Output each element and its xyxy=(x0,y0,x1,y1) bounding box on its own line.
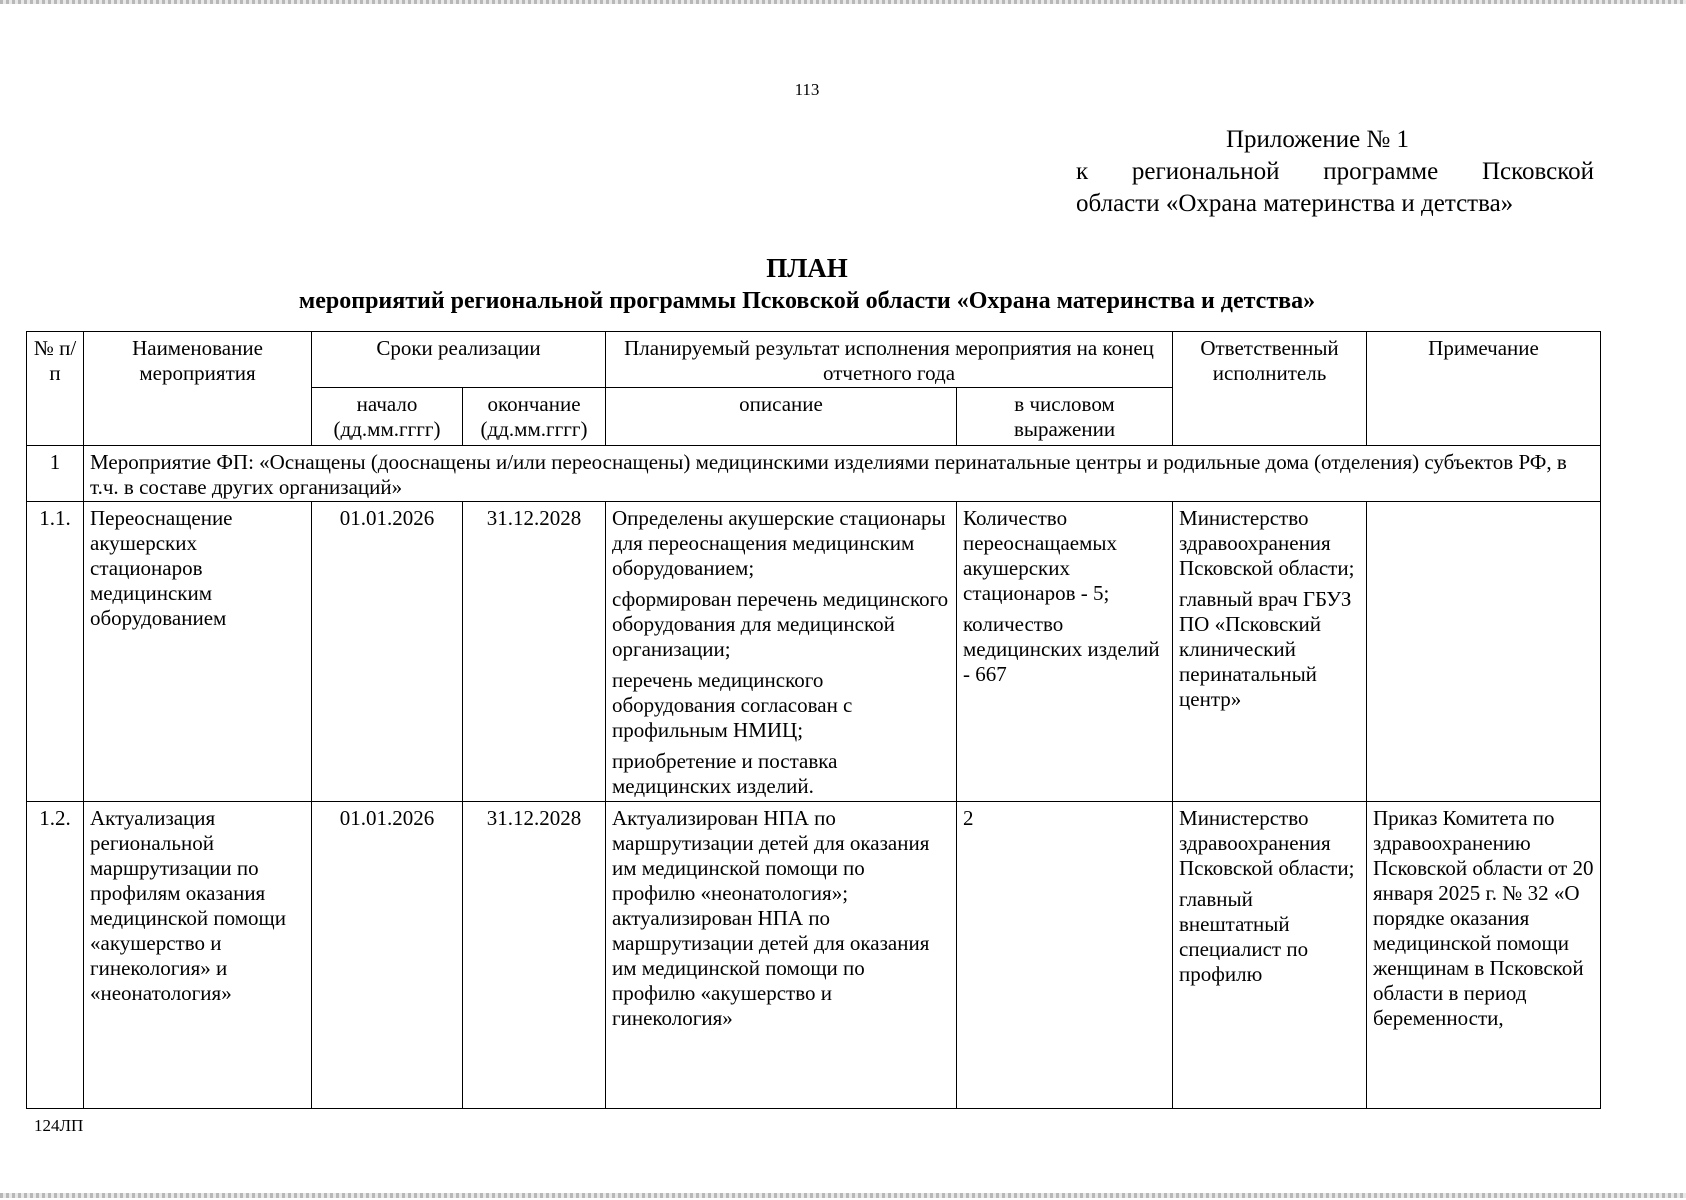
row-description xyxy=(606,502,957,802)
header-end: окончание (дд.мм.гггг) xyxy=(463,388,606,446)
row-start: 01.01.2026 xyxy=(312,502,463,802)
row-name: Актуализация региональной маршрутизации по профилям оказания медицинской помощи «акушерство и гинекология» и «неонатология» xyxy=(84,802,312,1109)
row-num: 1.2. xyxy=(27,802,84,1109)
page-number: 113 xyxy=(794,80,820,99)
row-numeric xyxy=(957,802,1173,1109)
header-responsible: Ответственный исполнитель xyxy=(1173,332,1367,446)
header-note: Примечание xyxy=(1367,332,1601,446)
plan-title: ПЛАН xyxy=(766,253,848,283)
responsible-item: главный внештатный специалист по профилю xyxy=(1179,887,1309,986)
table-row xyxy=(27,502,1601,802)
header-numeric: в числовом выражении xyxy=(957,388,1173,446)
row-num: 1.1. xyxy=(27,502,84,802)
description-item: актуализирован НПА по маршрутизации детей для оказания им медицинской помощи по профилю «акушерство и гинекология» xyxy=(612,906,930,1030)
header-result: Планируемый результат исполнения мероприятия на конец отчетного года xyxy=(606,332,1173,388)
table-row-section xyxy=(27,446,1601,502)
row-description xyxy=(606,802,957,1109)
row-responsible xyxy=(1173,502,1367,802)
header-description: описание xyxy=(606,388,957,446)
scan-edge-bottom xyxy=(0,1193,1686,1198)
responsible-item: Министерство здравоохранения Псковской области; xyxy=(1179,506,1355,580)
description-item: Определены акушерские стационары для переоснащения медицинским оборудованием; xyxy=(612,506,946,580)
row-note: Приказ Комитета по здравоохранению Псковской области от 20 января 2025 г. № 32 «О порядке оказания медицинской помощи женщинам в Псковской области в период беременности, xyxy=(1367,802,1601,1109)
numeric-item: количество медицинских изделий - 667 xyxy=(963,612,1160,686)
description-item: приобретение и поставка медицинских изделий. xyxy=(612,749,838,798)
header-name: Наименование мероприятия xyxy=(84,332,312,446)
header-terms: Сроки реализации xyxy=(312,332,606,388)
appendix-line-2: области «Охрана материнства и детства» xyxy=(1076,190,1514,217)
section-num: 1 xyxy=(27,446,84,502)
description-item: Актуализирован НПА по маршрутизации детей для оказания им медицинской помощи по профилю «неонатология»; xyxy=(612,806,930,905)
plan-subtitle: мероприятий региональной программы Псковской области «Охрана материнства и детства» xyxy=(298,288,1316,314)
row-note xyxy=(1367,502,1601,802)
footer-code: 124ЛП xyxy=(34,1116,84,1135)
numeric-item: 2 xyxy=(963,806,974,830)
description-item: перечень медицинского оборудования согласован с профильным НМИЦ; xyxy=(612,668,853,742)
appendix-block xyxy=(1076,124,1594,220)
row-end: 31.12.2028 xyxy=(463,502,606,802)
table-row xyxy=(27,802,1601,1109)
section-text: Мероприятие ФП: «Оснащены (дооснащены и/или переоснащены) медицинскими изделиями перинатальные центры и родильные дома (отделения) субъектов РФ, в т.ч. в составе других организаций» xyxy=(84,446,1601,502)
row-responsible xyxy=(1173,802,1367,1109)
plan-table xyxy=(26,331,1601,1109)
header-start: начало (дд.мм.гггг) xyxy=(312,388,463,446)
numeric-item: Количество переоснащаемых акушерских стационаров - 5; xyxy=(963,506,1117,605)
appendix-title: Приложение № 1 xyxy=(1226,126,1410,153)
header-num: № п/п xyxy=(27,332,84,446)
responsible-item: главный врач ГБУЗ ПО «Псковский клинический перинатальный центр» xyxy=(1179,587,1352,711)
responsible-item: Министерство здравоохранения Псковской области; xyxy=(1179,806,1355,880)
row-start: 01.01.2026 xyxy=(312,802,463,1109)
appendix-line-1: к региональной программе Псковской xyxy=(1076,158,1594,185)
row-numeric xyxy=(957,502,1173,802)
description-item: сформирован перечень медицинского оборудования для медицинской организации; xyxy=(612,587,949,661)
scan-edge-top xyxy=(0,0,1686,4)
row-name: Переоснащение акушерских стационаров медицинским оборудованием xyxy=(84,502,312,802)
row-end: 31.12.2028 xyxy=(463,802,606,1109)
